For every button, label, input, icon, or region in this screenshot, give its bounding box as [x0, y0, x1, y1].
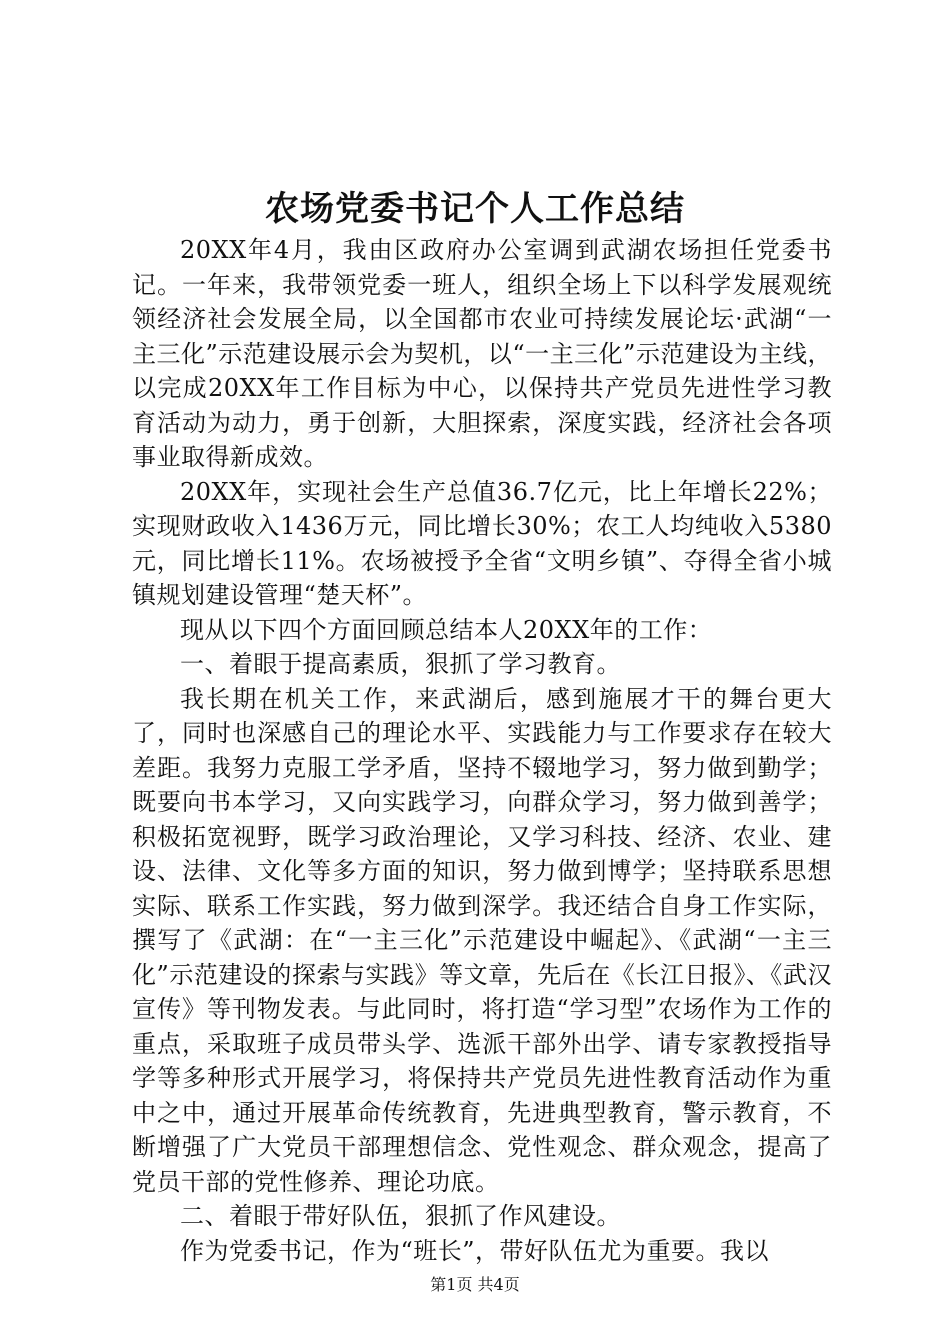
page-footer: 第1页 共4页 [430, 1275, 520, 1294]
paragraph-team: 作为党委书记，作为“班长”，带好队伍尤为重要。我以 [180, 1236, 770, 1265]
document-title: 农场党委书记个人工作总结 [265, 189, 685, 229]
document-body [132, 233, 832, 1268]
section-heading-1: 一、着眼于提高素质，狠抓了学习教育。 [180, 650, 621, 678]
paragraph-intro: 20XX年4月，我由区政府办公室调到武湖农场担任党委书记。一年来，我带领党委一班人，组织全场上下以科学发展观统领经济社会发展全局，以全国都市农业可持续发展论坛·武湖“一主三化”示范建设展示会为契机，以“一主三化”示范建设为主线，以完成20XX年工作目标为中心，以保持共产党员先进性学习教育活动为动力，勇于创新，大胆探索，深度实践，经济社会各项事业取得新成效。 [132, 236, 832, 471]
paragraph-overview: 现从以下四个方面回顾总结本人20XX年的工作： [180, 615, 713, 644]
paragraph-statistics: 20XX年，实现社会生产总值36.7亿元，比上年增长22%；实现财政收入1436万元，同比增长30%；农工人均纯收入5380元，同比增长11%。农场被授予全省“文明乡镇”、夺得全省小城镇规划建设管理“楚天杯”。 [132, 477, 832, 609]
paragraph-study: 我长期在机关工作，来武湖后，感到施展才干的舞台更大了，同时也深感自己的理论水平、实践能力与工作要求存在较大差距。我努力克服工学矛盾，坚持不辍地学习，努力做到勤学；既要向书本学习，又向实践学习，向群众学习，努力做到善学；积极拓宽视野，既学习政治理论，又学习科技、经济、农业、建设、法律、文化等多方面的知识，努力做到博学；坚持联系思想实际、联系工作实践，努力做到深学。我还结合自身工作实际，撰写了《武湖：在“一主三化”示范建设中崛起》、《武湖“一主三化”示范建设的探索与实践》等文章，先后在《长江日报》、《武汉宣传》等刊物发表。与此同时，将打造“学习型”农场作为工作的重点，采取班子成员带头学、选派干部外出学、请专家教授指导学等多种形式开展学习，将保持共产党员先进性教育活动作为重中之中，通过开展革命传统教育，先进典型教育，警示教育，不断增强了广大党员干部理想信念、党性观念、群众观念，提高了党员干部的党性修养、理论功底。 [132, 684, 832, 1196]
section-heading-2: 二、着眼于带好队伍，狠抓了作风建设。 [180, 1202, 621, 1230]
